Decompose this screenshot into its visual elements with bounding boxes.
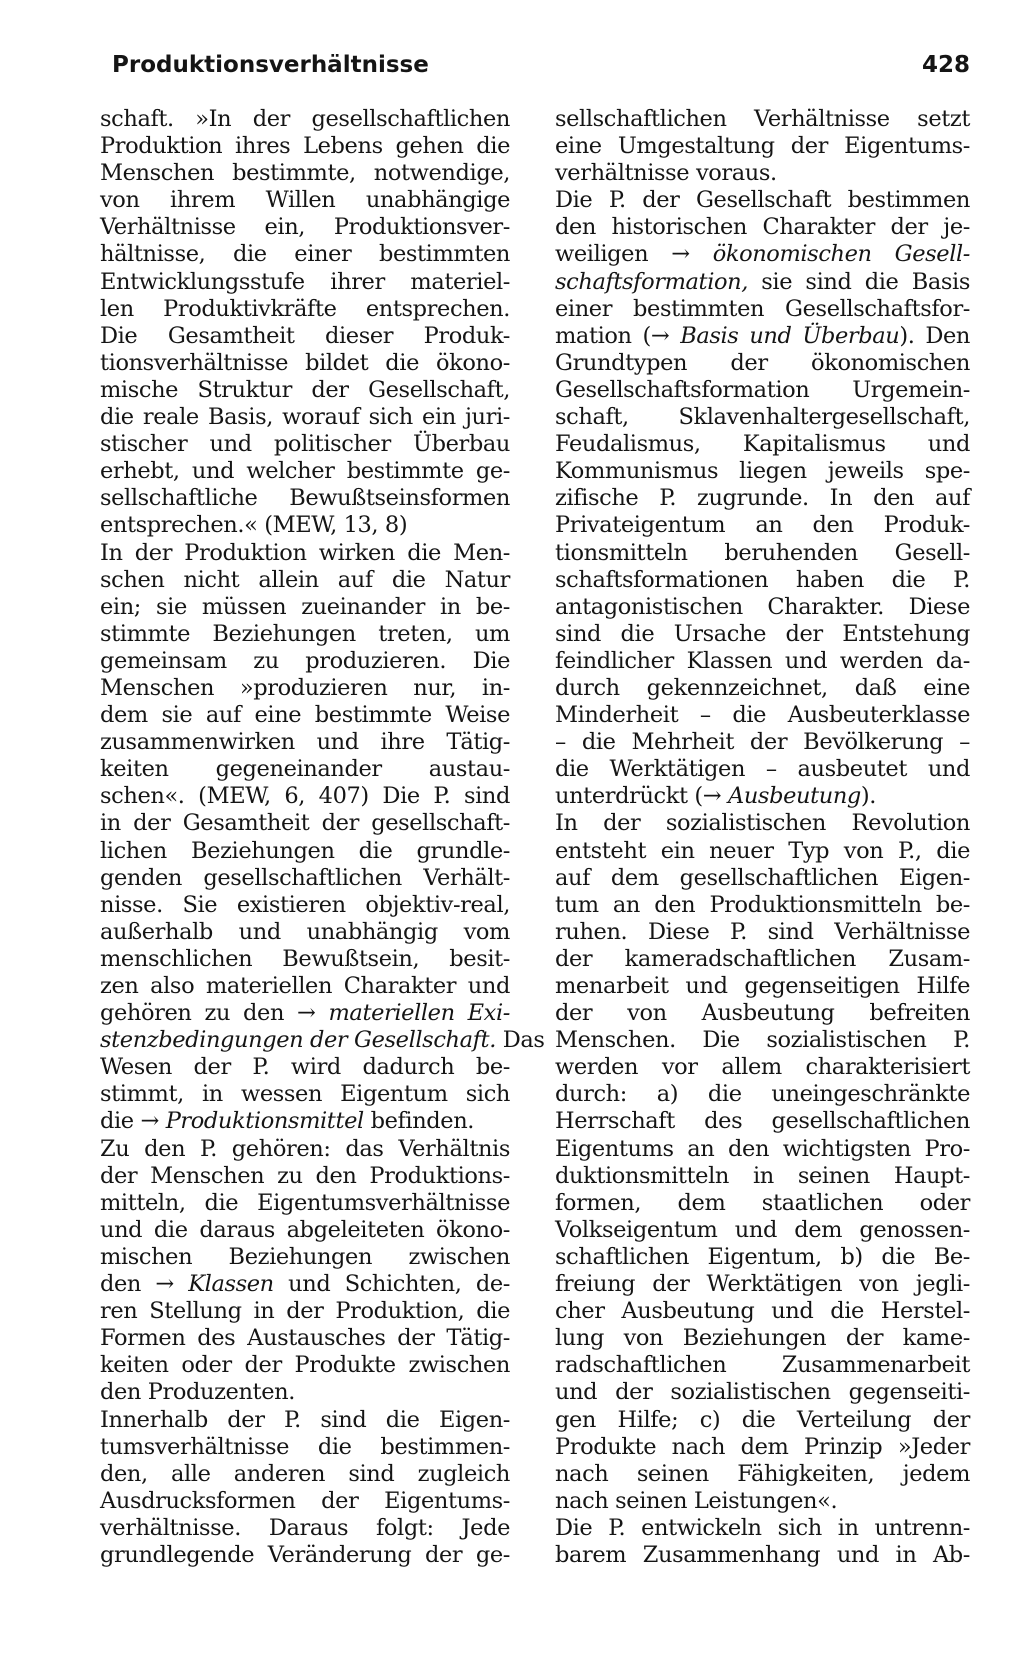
text-segment: genden gesellschaftlichen Verhält- xyxy=(100,864,510,891)
text-line xyxy=(555,133,970,160)
cross-reference-arrow-icon: → xyxy=(671,241,690,268)
text-segment: Die Gesamtheit dieser Produk- xyxy=(100,322,510,349)
text-line xyxy=(100,1515,510,1542)
text-segment: Privateigentum an den Produk- xyxy=(555,512,970,539)
text-segment: Innerhalb der P. sind die Eigen- xyxy=(100,1406,510,1433)
text-segment: grundlegende Veränderung der ge- xyxy=(100,1541,510,1568)
text-segment: zusammenwirken und ihre Tätig- xyxy=(100,729,510,756)
text-segment: die xyxy=(100,1108,141,1135)
text-line xyxy=(555,241,970,268)
text-line xyxy=(555,1054,970,1081)
text-line xyxy=(100,1136,510,1163)
text-segment: Minderheit – die Ausbeuterklasse xyxy=(555,702,970,729)
text-line xyxy=(100,458,510,485)
text-segment: entsteht ein neuer Typ von P., die xyxy=(555,837,970,864)
cross-reference-term: schaftsformation, xyxy=(555,268,748,295)
text-line xyxy=(555,350,970,377)
text-line xyxy=(100,567,510,594)
text-segment: Die P. der Gesellschaft bestimmen xyxy=(555,187,970,214)
text-segment: unterdrückt ( xyxy=(555,783,703,810)
text-segment: der kameradschaftlichen Zusam- xyxy=(555,945,970,972)
text-segment: die reale Basis, worauf sich ein juri- xyxy=(100,404,510,431)
text-segment: formen, dem staatlichen oder xyxy=(555,1189,970,1216)
text-segment: und der sozialistischen gegenseiti- xyxy=(555,1379,970,1406)
text-segment: Menschen bestimmte, notwendige, xyxy=(100,160,510,187)
text-line xyxy=(555,269,970,296)
text-segment: lichen Beziehungen die grundle- xyxy=(100,837,510,864)
text-line xyxy=(555,1515,970,1542)
text-line xyxy=(555,106,970,133)
text-segment: schen nicht allein auf die Natur xyxy=(100,566,510,593)
text-line xyxy=(555,512,970,539)
text-line xyxy=(100,621,510,648)
text-segment: auf dem gesellschaftlichen Eigen- xyxy=(555,864,970,891)
text-segment: tionsverhältnisse bildet die ökono- xyxy=(100,349,510,376)
text-segment: menarbeit und gegenseitigen Hilfe xyxy=(555,973,970,999)
text-line xyxy=(100,1244,510,1271)
text-line xyxy=(555,1081,970,1108)
text-line xyxy=(555,1163,970,1190)
text-line xyxy=(100,1407,510,1434)
text-line xyxy=(100,1108,510,1135)
cross-reference-term: Basis und Überbau xyxy=(680,322,900,349)
text-segment: In der Produktion wirken die Men- xyxy=(100,539,510,566)
text-segment: ein; sie müssen zueinander in be- xyxy=(100,593,510,620)
cross-reference-term: materiellen Exi- xyxy=(328,1000,510,1027)
text-segment: freiung der Werktätigen von jegli- xyxy=(555,1271,970,1298)
text-segment: keiten oder der Produkte zwischen xyxy=(100,1352,510,1379)
text-line xyxy=(100,133,510,160)
text-segment: zifische P. zugrunde. In den auf xyxy=(555,485,970,512)
text-line xyxy=(555,1461,970,1488)
text-segment: Entwicklungsstufe ihrer materiel- xyxy=(100,268,510,295)
running-head: Produktionsverhältnisse xyxy=(112,52,429,78)
text-segment: und die daraus abgeleiteten ökono- xyxy=(100,1216,510,1243)
text-segment: gehören zu den xyxy=(100,1000,298,1027)
text-line xyxy=(100,892,510,919)
text-line xyxy=(555,973,970,1000)
text-line xyxy=(555,1325,970,1352)
text-segment: außerhalb und unabhängig vom xyxy=(100,918,510,945)
text-line xyxy=(555,1488,970,1515)
text-line xyxy=(555,1298,970,1325)
text-line xyxy=(555,838,970,865)
text-line xyxy=(100,512,510,539)
text-segment: ren Stellung in der Produktion, die xyxy=(100,1298,510,1325)
text-line xyxy=(100,594,510,621)
text-segment: schaftlichen Eigentum, b) die Be- xyxy=(555,1243,970,1270)
text-line xyxy=(100,1379,510,1406)
text-segment: duktionsmitteln in seinen Haupt- xyxy=(555,1162,970,1189)
text-segment: den historischen Charakter der je- xyxy=(555,214,970,241)
text-segment: der von Ausbeutung befreiten xyxy=(555,1000,970,1027)
text-segment: nisse. Sie existieren objektiv-real, xyxy=(100,891,510,918)
text-segment: den Produzenten. xyxy=(100,1379,295,1406)
text-line xyxy=(100,675,510,702)
text-segment: radschaftlichen Zusammenarbeit xyxy=(555,1352,970,1379)
text-line xyxy=(555,621,970,648)
text-segment: Ausdrucksformen der Eigentums- xyxy=(100,1487,510,1514)
text-line xyxy=(100,1298,510,1325)
text-line xyxy=(555,1407,970,1434)
text-segment: Menschen »produzieren nur, in- xyxy=(100,674,510,701)
text-line xyxy=(555,323,970,350)
text-segment xyxy=(159,1108,166,1134)
right-column xyxy=(555,106,970,1569)
text-segment: gemeinsam zu produzieren. Die xyxy=(100,647,510,674)
cross-reference-term: Produktionsmittel xyxy=(165,1108,364,1135)
text-segment xyxy=(721,783,728,809)
text-line xyxy=(555,1108,970,1135)
text-segment: stimmte Beziehungen treten, um xyxy=(100,620,510,647)
text-line xyxy=(100,1461,510,1488)
text-segment: cher Ausbeutung und die Herstel- xyxy=(555,1298,970,1325)
text-line xyxy=(555,485,970,512)
text-segment: zen also materiellen Charakter und xyxy=(100,973,510,999)
text-line xyxy=(555,296,970,323)
text-line xyxy=(100,810,510,837)
cross-reference-term: Klassen xyxy=(188,1271,274,1298)
text-line xyxy=(100,865,510,892)
text-segment: Gesellschaftsformation Urgemein- xyxy=(555,376,970,403)
text-line xyxy=(100,187,510,214)
text-segment: ). xyxy=(860,783,877,810)
text-segment: der Menschen zu den Produktions- xyxy=(100,1162,510,1189)
text-line xyxy=(100,323,510,350)
text-segment: nach seinen Fähigkeiten, jedem xyxy=(555,1460,970,1487)
text-segment: sind die Ursache der Entstehung xyxy=(555,620,970,647)
text-line xyxy=(555,404,970,431)
text-line xyxy=(100,1054,510,1081)
left-column xyxy=(100,106,545,1569)
text-segment: einer bestimmten Gesellschaftsfor- xyxy=(555,295,970,322)
text-segment: mischen Beziehungen zwischen xyxy=(100,1243,510,1270)
text-line xyxy=(100,106,510,133)
text-segment xyxy=(174,1271,188,1297)
text-line xyxy=(555,1244,970,1271)
text-line xyxy=(100,350,510,377)
text-line xyxy=(555,187,970,214)
text-segment: ruhen. Diese P. sind Verhältnisse xyxy=(555,918,970,945)
cross-reference-arrow-icon: → xyxy=(297,1000,316,1027)
text-segment xyxy=(316,1000,329,1026)
text-line xyxy=(555,1542,970,1569)
text-segment: die Werktätigen – ausbeutet und xyxy=(555,756,970,783)
text-segment: Die P. entwickeln sich in untrenn- xyxy=(555,1514,970,1541)
text-segment: Das xyxy=(495,1027,545,1054)
text-line xyxy=(555,594,970,621)
text-segment: sie sind die Basis xyxy=(747,268,970,295)
text-line xyxy=(555,783,970,810)
text-line xyxy=(555,1000,970,1027)
text-segment: Volkseigentum und dem genossen- xyxy=(555,1216,970,1243)
text-segment: Formen des Austausches der Tätig- xyxy=(100,1325,510,1352)
text-segment: menschlichen Bewußtsein, besit- xyxy=(100,945,510,972)
text-segment: tionsmitteln beruhenden Gesell- xyxy=(555,539,970,566)
text-segment: in der Gesamtheit der gesellschaft- xyxy=(100,810,510,837)
text-segment: befinden. xyxy=(363,1108,475,1135)
text-line xyxy=(555,1271,970,1298)
text-line xyxy=(100,648,510,675)
text-line xyxy=(100,783,510,810)
text-segment: werden vor allem charakterisiert xyxy=(555,1054,970,1081)
text-line xyxy=(100,241,510,268)
text-line xyxy=(555,810,970,837)
text-segment: schaft, Sklavenhaltergesellschaft, xyxy=(555,404,970,431)
text-segment: len Produktivkräfte entsprechen. xyxy=(100,295,510,322)
cross-reference-term: stenzbedingungen der Gesellschaft. xyxy=(100,1027,496,1054)
text-segment: dem sie auf eine bestimmte Weise xyxy=(100,702,510,729)
cross-reference-arrow-icon: → xyxy=(650,322,670,349)
text-line xyxy=(555,892,970,919)
text-line xyxy=(555,540,970,567)
text-line xyxy=(100,946,510,973)
text-segment: entsprechen.« (MEW, 13, 8) xyxy=(100,512,408,539)
text-line xyxy=(555,1027,970,1054)
text-segment: keiten gegeneinander austau- xyxy=(100,756,510,783)
text-line xyxy=(555,1379,970,1406)
text-segment: Herrschaft des gesellschaftlichen xyxy=(555,1108,970,1135)
text-segment: erhebt, und welcher bestimmte ge- xyxy=(100,458,510,485)
text-segment: Menschen. Die sozialistischen P. xyxy=(555,1027,970,1054)
text-line xyxy=(555,946,970,973)
text-line xyxy=(100,1027,545,1054)
text-segment: hältnisse, die einer bestimmten xyxy=(100,241,510,268)
text-segment: schaftsformationen haben die P. xyxy=(555,566,970,593)
text-line xyxy=(100,296,510,323)
text-line xyxy=(100,377,510,404)
text-line xyxy=(100,1434,510,1461)
text-segment: weiligen xyxy=(555,241,672,268)
text-line xyxy=(100,973,510,1000)
text-line xyxy=(100,702,510,729)
text-line xyxy=(555,865,970,892)
text-line xyxy=(555,160,970,187)
text-segment: verhältnisse. Daraus folgt: Jede xyxy=(100,1514,510,1541)
text-segment: Feudalismus, Kapitalismus und xyxy=(555,431,970,458)
text-segment: gen Hilfe; c) die Verteilung der xyxy=(555,1406,970,1433)
text-line xyxy=(555,729,970,756)
text-segment: lung von Beziehungen der kame- xyxy=(555,1325,970,1352)
text-segment: tum an den Produktionsmitteln be- xyxy=(555,891,970,918)
page-number: 428 xyxy=(921,52,970,78)
text-segment: eine Umgestaltung der Eigentums- xyxy=(555,133,970,160)
text-segment: sellschaftliche Bewußtseinsformen xyxy=(100,485,510,512)
text-line xyxy=(555,214,970,241)
text-line xyxy=(100,756,510,783)
text-segment: stimmt, in wessen Eigentum sich xyxy=(100,1081,510,1108)
text-segment: und Schichten, de- xyxy=(273,1271,510,1298)
text-line xyxy=(555,567,970,594)
text-line xyxy=(555,648,970,675)
text-line xyxy=(100,269,510,296)
text-segment: Verhältnisse ein, Produktionsver- xyxy=(100,214,510,241)
text-line xyxy=(555,458,970,485)
text-segment: verhältnisse voraus. xyxy=(555,160,777,187)
text-segment: tumsverhältnisse die bestimmen- xyxy=(100,1433,510,1460)
text-segment: Kommunismus liegen jeweils spe- xyxy=(555,458,970,485)
text-line xyxy=(100,431,510,458)
text-segment: feindlicher Klassen und werden da- xyxy=(555,647,970,674)
text-line xyxy=(100,1488,510,1515)
text-segment: stischer und politischer Überbau xyxy=(100,431,510,458)
text-segment: Eigentums an den wichtigsten Pro- xyxy=(555,1135,970,1162)
text-line xyxy=(555,675,970,702)
text-segment: mitteln, die Eigentumsverhältnisse xyxy=(100,1189,510,1216)
text-line xyxy=(555,756,970,783)
text-segment: nach seinen Leistungen«. xyxy=(555,1487,838,1514)
text-line xyxy=(100,214,510,241)
text-line xyxy=(100,1000,510,1027)
text-line xyxy=(555,702,970,729)
text-segment: den xyxy=(100,1271,156,1298)
text-line xyxy=(555,1352,970,1379)
text-segment: schen«. (MEW, 6, 407) Die P. sind xyxy=(100,783,510,810)
text-line xyxy=(100,1325,510,1352)
text-line xyxy=(555,377,970,404)
text-segment xyxy=(690,241,713,267)
text-line xyxy=(100,1190,510,1217)
text-segment: den, alle anderen sind zugleich xyxy=(100,1460,510,1487)
text-line xyxy=(100,540,510,567)
text-line xyxy=(555,1217,970,1244)
text-line xyxy=(100,1271,510,1298)
text-line xyxy=(555,1434,970,1461)
text-segment: mische Struktur der Gesellschaft, xyxy=(100,376,510,403)
text-segment: Grundtypen der ökonomischen xyxy=(555,349,970,376)
text-line xyxy=(100,1352,510,1379)
cross-reference-arrow-icon: → xyxy=(140,1108,159,1135)
text-segment: ). Den xyxy=(899,322,970,349)
text-segment: Wesen der P. wird dadurch be- xyxy=(100,1054,510,1081)
cross-reference-term: ökonomischen Gesell- xyxy=(712,241,970,268)
page-header xyxy=(112,52,970,86)
text-segment: antagonistischen Charakter. Diese xyxy=(555,593,970,620)
text-segment: Zu den P. gehören: das Verhältnis xyxy=(100,1135,510,1162)
text-line xyxy=(555,431,970,458)
text-line xyxy=(100,160,510,187)
cross-reference-arrow-icon: → xyxy=(155,1271,174,1298)
text-segment: In der sozialistischen Revolution xyxy=(555,810,970,837)
text-segment: barem Zusammenhang und in Ab- xyxy=(555,1541,970,1568)
text-segment: Produktion ihres Lebens gehen die xyxy=(100,133,510,160)
cross-reference-term: Ausbeutung xyxy=(727,783,861,810)
text-line xyxy=(100,1542,510,1569)
text-segment: durch gekennzeichnet, daß eine xyxy=(555,674,970,701)
text-segment: durch: a) die uneingeschränkte xyxy=(555,1081,970,1108)
text-segment: schaft. »In der gesellschaftlichen xyxy=(100,106,510,132)
text-segment: von ihrem Willen unabhängige xyxy=(100,187,510,214)
text-segment xyxy=(669,323,680,349)
text-line xyxy=(100,838,510,865)
text-line xyxy=(555,1190,970,1217)
text-line xyxy=(100,1081,510,1108)
text-line xyxy=(100,919,510,946)
text-line xyxy=(100,404,510,431)
text-segment: Produkte nach dem Prinzip »Jeder xyxy=(555,1433,970,1460)
text-line xyxy=(100,485,510,512)
text-segment: sellschaftlichen Verhältnisse setzt xyxy=(555,106,970,132)
text-segment: mation ( xyxy=(555,322,651,349)
text-line xyxy=(100,1217,510,1244)
cross-reference-arrow-icon: → xyxy=(702,783,722,810)
text-line xyxy=(100,729,510,756)
text-segment: – die Mehrheit der Bevölkerung – xyxy=(555,729,970,756)
text-line xyxy=(555,919,970,946)
text-line xyxy=(100,1163,510,1190)
text-line xyxy=(555,1136,970,1163)
